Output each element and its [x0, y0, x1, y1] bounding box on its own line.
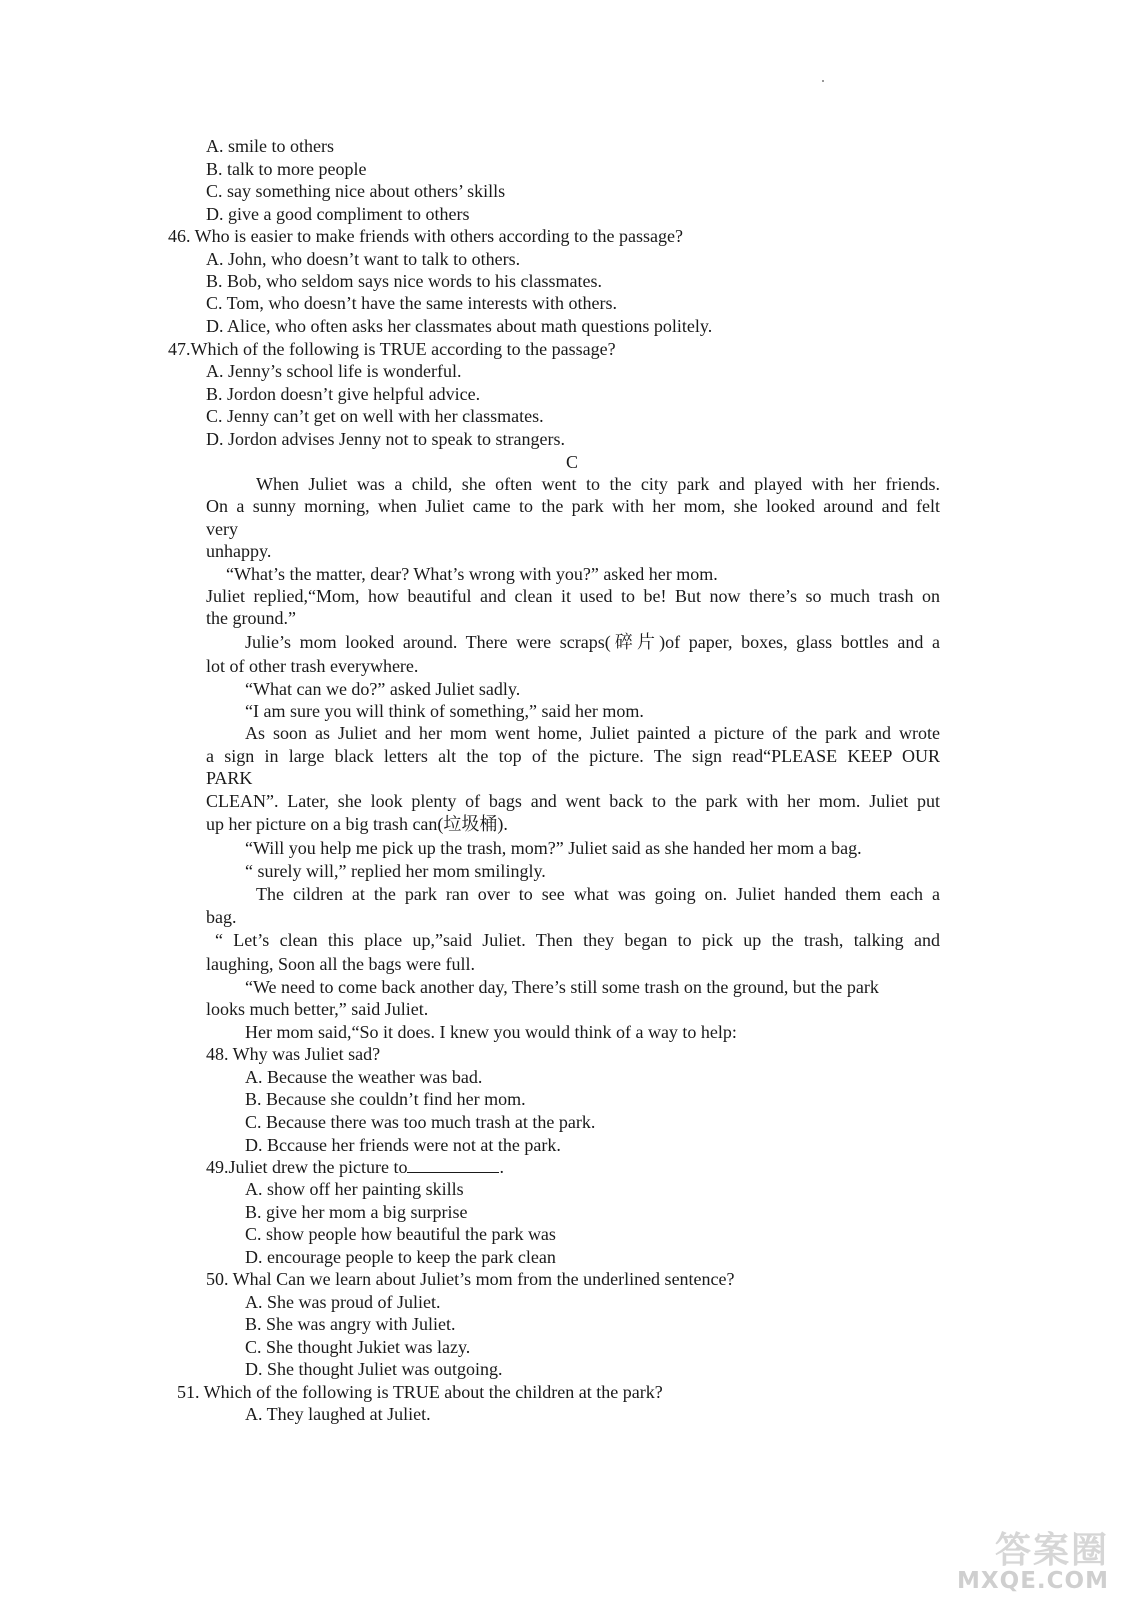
q48-option-d: D. Bccause her friends were not at the park. [245, 1135, 561, 1155]
passage-line: Her mom said,“So it does. I knew you would think of a way to help: [245, 1022, 737, 1042]
q46-option-c: C. Tom, who doesn’t have the same interests with others. [206, 293, 618, 313]
passage-line: “ Let’s clean this place up,”said Juliet. Then they began to pick up the trash, talking and [215, 930, 940, 950]
passage-line: The cildren at the park ran over to see what was going on. Juliet handed them each a [256, 884, 940, 904]
passage-line: very [206, 519, 238, 539]
passage-line: Julie’s mom looked around. There were scraps(碎片)of paper, boxes, glass bottles and a [245, 632, 940, 652]
q49-option-d: D. encourage people to keep the park clean [245, 1247, 556, 1267]
q47-option-c: C. Jenny can’t get on well with her classmates. [206, 406, 544, 426]
q49-option-c: C. show people how beautiful the park was [245, 1224, 556, 1244]
q46-stem: 46. Who is easier to make friends with others according to the passage? [168, 226, 684, 246]
passage-line: “Will you help me pick up the trash, mom?” Juliet said as she handed her mom a bag. [245, 838, 862, 858]
q47-stem: 47.Which of the following is TRUE according to the passage? [168, 339, 616, 359]
q50-option-d: D. She thought Juliet was outgoing. [245, 1359, 503, 1379]
q46-option-a: A. John, who doesn’t want to talk to others. [206, 249, 521, 269]
q50-option-c: C. She thought Jukiet was lazy. [245, 1337, 471, 1357]
watermark-logo [944, 1522, 1109, 1594]
watermark-chinese: 答案圈 [994, 1530, 1109, 1571]
q46-option-d: D. Alice, who often asks her classmates about math questions politely. [206, 316, 713, 336]
q51-stem: 51. Which of the following is TRUE about the children at the park? [177, 1382, 663, 1402]
passage-line: lot of other trash everywhere. [206, 656, 419, 676]
section-heading: C [566, 452, 579, 472]
passage-line: “What can we do?” asked Juliet sadly. [245, 679, 521, 699]
passage-line: As soon as Juliet and her mom went home, Juliet painted a picture of the park and wrote [245, 723, 940, 743]
q45-option-b: B. talk to more people [206, 159, 367, 179]
q48-option-a: A. Because the weather was bad. [245, 1067, 483, 1087]
q51-option-a: A. They laughed at Juliet. [245, 1404, 431, 1424]
passage-line: “We need to come back another day, There’s still some trash on the ground, but the park [245, 977, 879, 997]
scan-speck [822, 80, 824, 82]
passage-line: Juliet replied,“Mom, how beautiful and clean it used to be! But now there’s so much trash on [206, 586, 940, 606]
q49-option-b: B. give her mom a big surprise [245, 1202, 468, 1222]
passage-line: up her picture on a big trash can(垃圾桶). [206, 814, 508, 834]
watermark-url: MXQE.COM [957, 1568, 1109, 1594]
passage-line: unhappy. [206, 541, 272, 561]
answer-blank [407, 1156, 499, 1173]
q48-option-b: B. Because she couldn’t find her mom. [245, 1089, 526, 1109]
passage-line: a sign in large black letters alt the top of the picture. The sign read“PLEASE KEEP OUR [206, 746, 940, 766]
q50-stem: 50. Whal Can we learn about Juliet’s mom from the underlined sentence? [206, 1269, 735, 1289]
passage-line: When Juliet was a child, she often went to the city park and played with her friends. [256, 474, 940, 494]
passage-line: CLEAN”. Later, she look plenty of bags and went back to the park with her mom. Juliet put [206, 791, 940, 811]
q48-stem: 48. Why was Juliet sad? [206, 1044, 381, 1064]
passage-line: looks much better,” said Juliet. [206, 999, 429, 1019]
passage-line: the ground.” [206, 608, 296, 628]
passage-line: PARK [206, 768, 253, 788]
passage-line: bag. [206, 907, 237, 927]
passage-line: “I am sure you will think of something,” said her mom. [245, 701, 644, 721]
q49-option-a: A. show off her painting skills [245, 1179, 464, 1199]
q49-stem-end: . [499, 1157, 504, 1177]
q49-stem [206, 1156, 504, 1178]
passage-line: “ surely will,” replied her mom smilingly. [245, 861, 546, 881]
passage-line: On a sunny morning, when Juliet came to the park with her mom, she looked around and felt [206, 496, 940, 516]
q45-option-d: D. give a good compliment to others [206, 204, 470, 224]
q50-option-a: A. She was proud of Juliet. [245, 1292, 441, 1312]
q45-option-c: C. say something nice about others’ skills [206, 181, 506, 201]
q47-option-d: D. Jordon advises Jenny not to speak to strangers. [206, 429, 565, 449]
q45-option-a: A. smile to others [206, 136, 334, 156]
q46-option-b: B. Bob, who seldom says nice words to his classmates. [206, 271, 602, 291]
q48-option-c: C. Because there was too much trash at the park. [245, 1112, 596, 1132]
passage-line: laughing, Soon all the bags were full. [206, 954, 475, 974]
q47-option-a: A. Jenny’s school life is wonderful. [206, 361, 462, 381]
q47-option-b: B. Jordon doesn’t give helpful advice. [206, 384, 481, 404]
q49-stem-text: 49.Juliet drew the picture to [206, 1157, 408, 1177]
q50-option-b: B. She was angry with Juliet. [245, 1314, 456, 1334]
passage-line: “What’s the matter, dear? What’s wrong with you?” asked her mom. [226, 564, 718, 584]
